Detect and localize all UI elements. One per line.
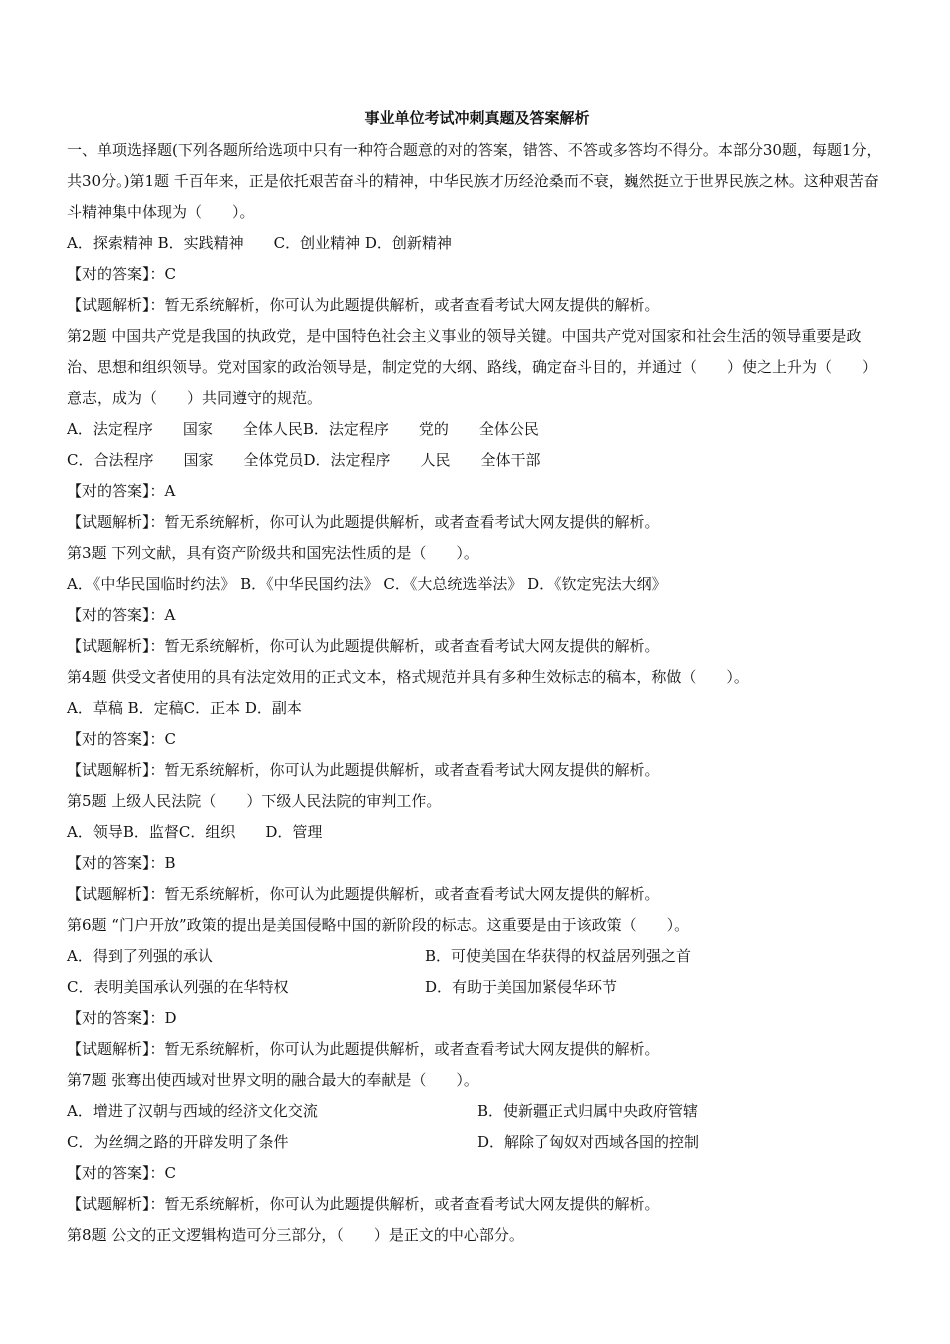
q6-options-row-2 — [67, 972, 887, 1003]
q2-options-row-1: A．法定程序 国家 全体人民B．法定程序 党的 全体公民 — [67, 420, 539, 438]
q7-option-d: D．解除了匈奴对西域各国的控制 — [477, 1133, 700, 1151]
q8-question: 第8题 公文的正文逻辑构造可分三部分，（ ）是正文的中心部分。 — [67, 1226, 524, 1244]
q7-option-a: A．增进了汉朝与西域的经济文化交流 — [67, 1102, 318, 1120]
q7-option-b: B．使新疆正式归属中央政府管辖 — [477, 1102, 699, 1120]
q6-options-row-1 — [67, 941, 887, 972]
q3-question: 第3题 下列文献，具有资产阶级共和国宪法性质的是（ ）。 — [67, 544, 479, 562]
q5-options: A．领导B．监督C．组织 D．管理 — [67, 823, 323, 841]
q3-answer: 【对的答案】：A — [67, 606, 176, 624]
q5-analysis: 【试题解析】：暂无系统解析，你可认为此题提供解析，或者查看考试大网友提供的解析。 — [67, 885, 660, 903]
section-intro-question-1: 一、单项选择题(下列各题所给选项中只有一种符合题意的对的答案，错答、不答或多答均不得分。本部分30题，每题1分，共30分。)第1题 千百年来，正是依托艰苦奋斗的精神，中华民族才历经沧桑而不衰，巍然挺立于世界民族之林。这种艰苦奋斗精神集中体现为（ ）。 — [67, 141, 882, 221]
q6-answer: 【对的答案】：D — [67, 1009, 177, 1027]
q7-options-row-1 — [67, 1096, 887, 1127]
q4-answer: 【对的答案】：C — [67, 730, 176, 748]
q6-option-d: D．有助于美国加紧侵华环节 — [425, 978, 618, 996]
q5-question: 第5题 上级人民法院（ ）下级人民法院的审判工作。 — [67, 792, 442, 810]
document-title: 事业单位考试冲刺真题及答案解析 — [364, 109, 590, 127]
q3-analysis: 【试题解析】：暂无系统解析，你可认为此题提供解析，或者查看考试大网友提供的解析。 — [67, 637, 660, 655]
q7-question: 第7题 张骞出使西域对世界文明的融合最大的奉献是（ ）。 — [67, 1071, 479, 1089]
q6-option-c: C．表明美国承认列强的在华特权 — [67, 978, 289, 996]
q1-analysis: 【试题解析】：暂无系统解析，你可认为此题提供解析，或者查看考试大网友提供的解析。 — [67, 296, 660, 314]
q2-question: 第2题 中国共产党是我国的执政党，是中国特色社会主义事业的领导关键。中国共产党对国家和社会生活的领导重要是政治、思想和组织领导。党对国家的政治领导是，制定党的大纲、路线，确定奋斗目的，并通过（ ）使之上升为（ ）意志，成为（ ）共同遵守的规范。 — [67, 327, 878, 407]
q1-options: A．探索精神 B．实践精神 C．创业精神 D．创新精神 — [67, 234, 452, 252]
q7-analysis: 【试题解析】：暂无系统解析，你可认为此题提供解析，或者查看考试大网友提供的解析。 — [67, 1195, 660, 1213]
q7-options-row-2 — [67, 1127, 887, 1158]
q1-answer: 【对的答案】：C — [67, 265, 176, 283]
q6-analysis: 【试题解析】：暂无系统解析，你可认为此题提供解析，或者查看考试大网友提供的解析。 — [67, 1040, 660, 1058]
q7-option-c: C．为丝绸之路的开辟发明了条件 — [67, 1133, 289, 1151]
q6-option-a: A．得到了列强的承认 — [67, 947, 213, 965]
q2-options-row-2: C．合法程序 国家 全体党员D．法定程序 人民 全体干部 — [67, 451, 541, 469]
q2-answer: 【对的答案】：A — [67, 482, 176, 500]
q4-options: A．草稿 B．定稿C．正本 D．副本 — [67, 699, 302, 717]
q6-question: 第6题 “门户开放”政策的提出是美国侵略中国的新阶段的标志。这重要是由于该政策（ ）。 — [67, 916, 690, 934]
q6-option-b: B．可使美国在华获得的权益居列强之首 — [425, 947, 692, 965]
q5-answer: 【对的答案】：B — [67, 854, 176, 872]
q2-analysis: 【试题解析】：暂无系统解析，你可认为此题提供解析，或者查看考试大网友提供的解析。 — [67, 513, 660, 531]
q7-answer: 【对的答案】：C — [67, 1164, 176, 1182]
document-body — [67, 104, 887, 1251]
q4-analysis: 【试题解析】：暂无系统解析，你可认为此题提供解析，或者查看考试大网友提供的解析。 — [67, 761, 660, 779]
q4-question: 第4题 供受文者使用的具有法定效用的正式文本，格式规范并具有多种生效标志的稿本，称做（ ）。 — [67, 668, 749, 686]
q3-options: A．《中华民国临时约法》 B．《中华民国约法》 C．《大总统选举法》 D．《钦定宪法大纲》 — [67, 575, 667, 593]
